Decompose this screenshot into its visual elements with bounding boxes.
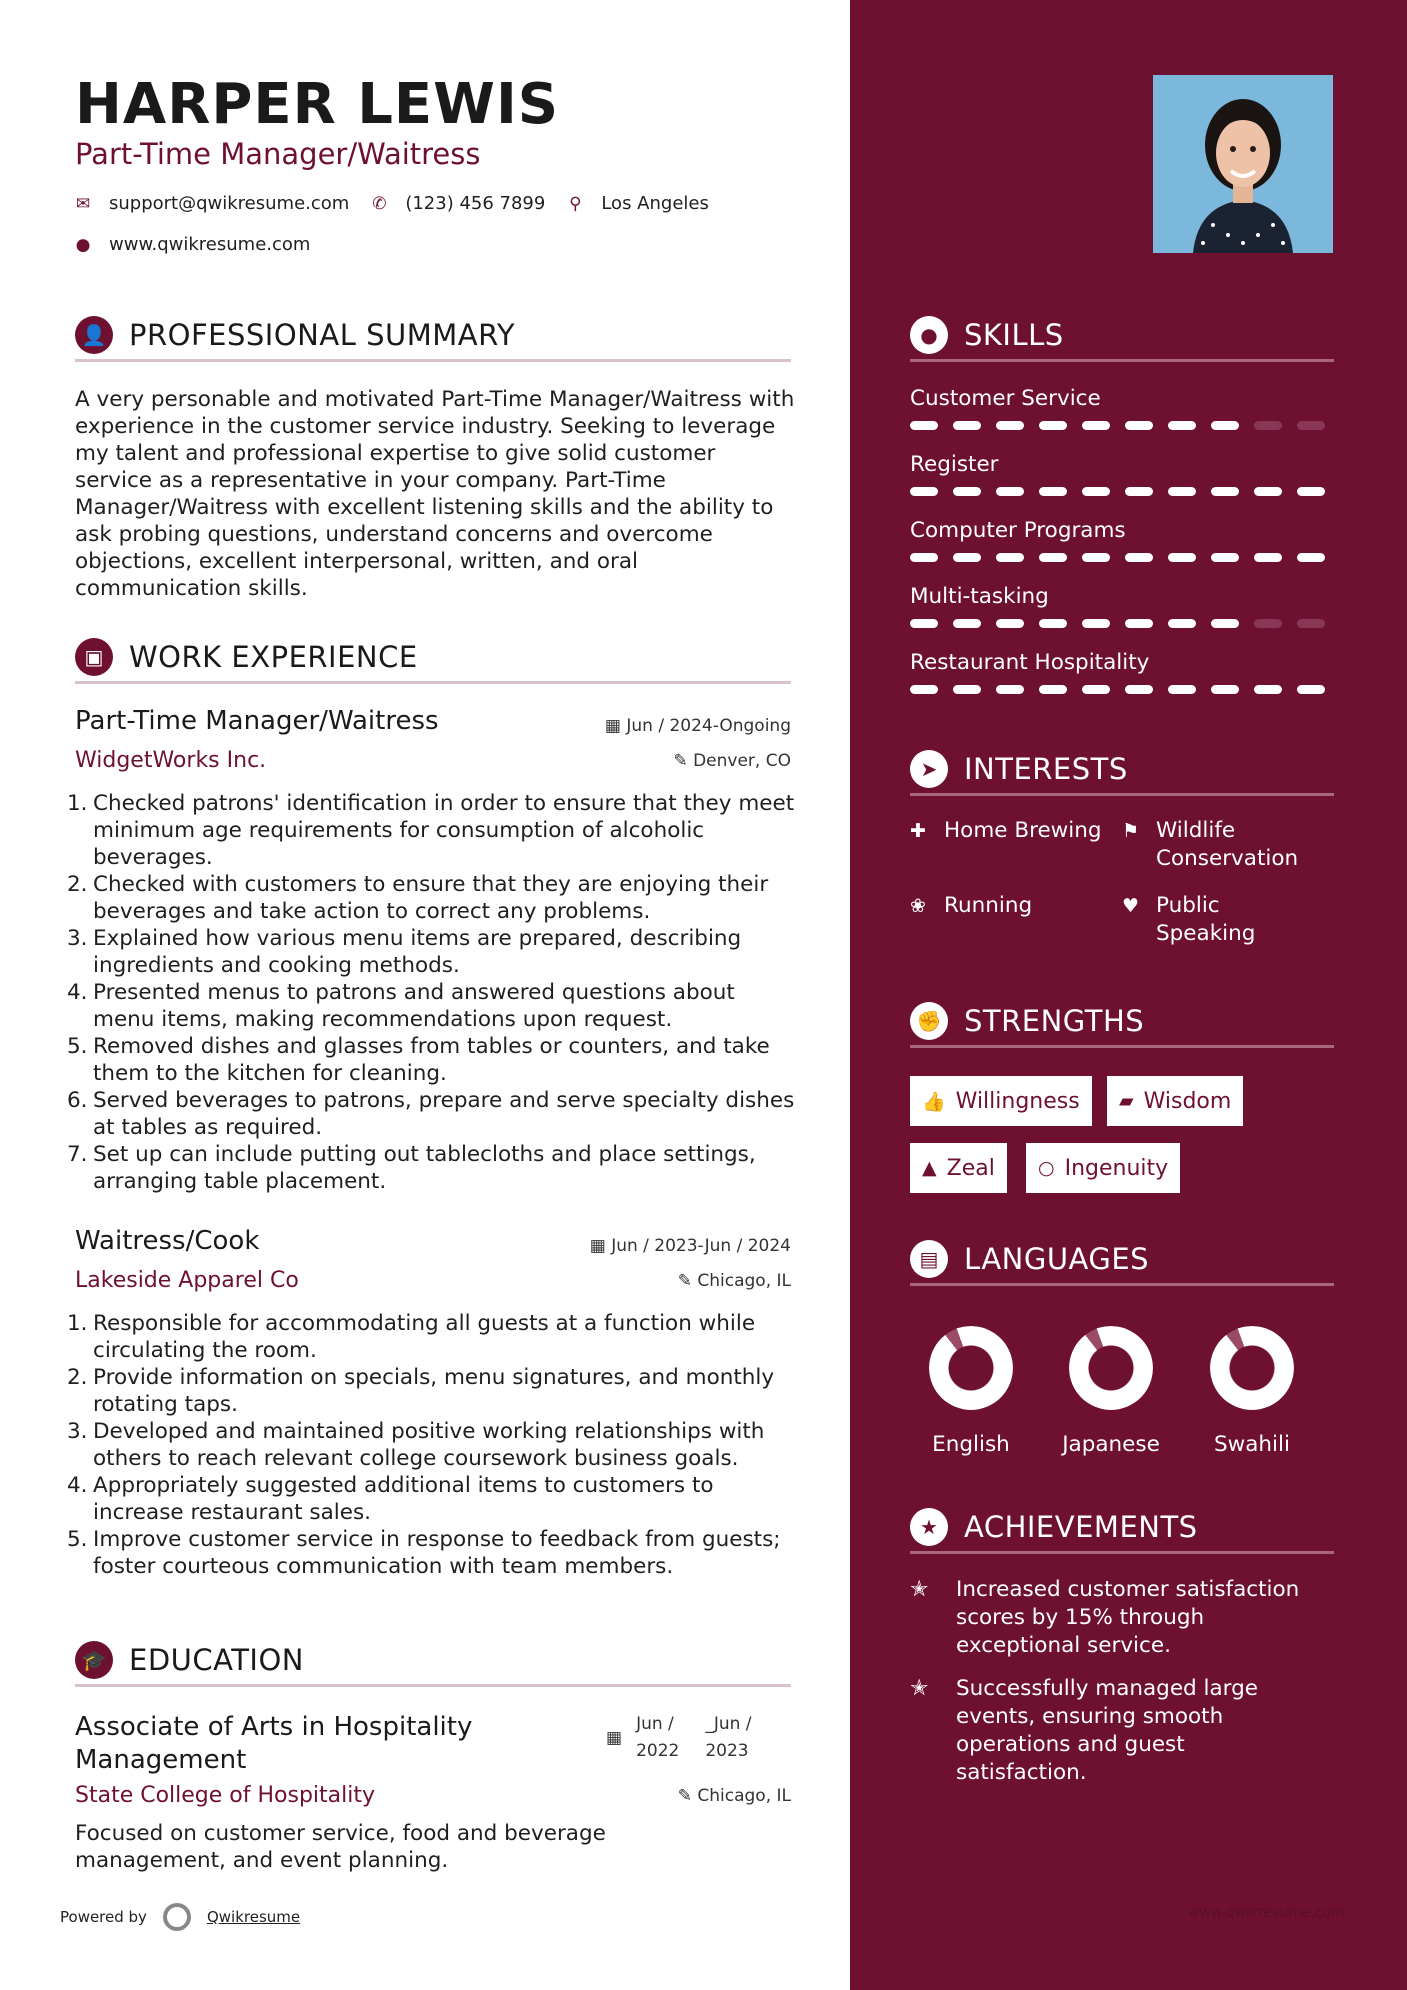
skill-dash xyxy=(1297,685,1325,694)
skill-item: Multi-tasking xyxy=(910,584,1334,628)
skill-dash xyxy=(1168,685,1196,694)
education-heading xyxy=(75,1635,791,1687)
phone-icon: ✆ xyxy=(372,193,387,214)
achievement-item: ✭ Increased customer satisfaction scores by 15% through exceptional service. xyxy=(910,1577,1300,1658)
summary-heading xyxy=(75,310,791,362)
lightbulb-icon: ○ xyxy=(1038,1157,1055,1179)
education-description: Focused on customer service, food and beverage management, and event planning. xyxy=(75,1821,606,1873)
skills-heading-label: SKILLS xyxy=(964,317,1064,352)
phone-text: (123) 456 7899 xyxy=(405,193,546,214)
location-text: Los Angeles xyxy=(601,193,709,214)
candidate-name: HARPER LEWIS xyxy=(75,72,560,137)
list-item: 6. Served beverages to patrons, prepare and serve specialty dishes at tables as required. xyxy=(67,1088,795,1140)
skill-rating xyxy=(910,619,1334,628)
skill-item: Register xyxy=(910,452,1334,496)
job-1-bullets xyxy=(67,790,802,1195)
education-heading-label: EDUCATION xyxy=(129,1642,305,1677)
skill-dash xyxy=(1039,685,1067,694)
job-2-location-text: Chicago, IL xyxy=(697,1271,791,1291)
thumbs-up-icon: 👍 xyxy=(922,1090,946,1113)
job-1-location xyxy=(673,751,791,771)
interest-item: ♥ Public Speaking xyxy=(1122,893,1256,946)
list-item: 1. Checked patrons' identification in order to ensure that they meet minimum age requirements for consumption of alcoholic beverages. xyxy=(67,791,795,870)
skill-dash xyxy=(1211,421,1239,430)
qwikresume-logo-icon xyxy=(163,1903,191,1931)
strengths-heading xyxy=(910,996,1334,1048)
flag-icon: ⚑ xyxy=(1122,820,1140,842)
language-proficiency-ring xyxy=(1069,1326,1153,1410)
calendar-icon: ▦ xyxy=(604,716,627,736)
puzzle-icon: ✚ xyxy=(910,820,926,842)
skill-dash xyxy=(1039,553,1067,562)
skill-dash xyxy=(1211,685,1239,694)
skill-item: Customer Service xyxy=(910,386,1334,430)
calendar-icon: ▦ xyxy=(589,1236,612,1256)
skill-dash xyxy=(953,685,981,694)
powered-by-label: Powered by xyxy=(60,1908,147,1926)
job-1-date xyxy=(605,716,791,736)
job-1-date-text: Jun / 2024-Ongoing xyxy=(626,716,791,736)
job-1-company: WidgetWorks Inc. xyxy=(75,748,267,773)
skill-dash xyxy=(953,619,981,628)
skill-dash xyxy=(953,553,981,562)
skill-dash xyxy=(1297,553,1325,562)
summary-heading-label: PROFESSIONAL SUMMARY xyxy=(129,317,516,352)
skill-dash xyxy=(910,487,938,496)
experience-heading-label: WORK EXPERIENCE xyxy=(129,639,418,674)
language-proficiency-ring xyxy=(1210,1326,1294,1410)
profile-photo-image xyxy=(1153,75,1333,253)
language-item: English xyxy=(906,1326,1036,1457)
skill-dash xyxy=(953,487,981,496)
education-date: ▦ Jun / 2022 _Jun / 2023 xyxy=(606,1711,752,1765)
graduate-icon: 🎓 xyxy=(75,1641,113,1679)
email-text[interactable]: support@qwikresume.com xyxy=(109,193,350,214)
experience-heading xyxy=(75,632,791,684)
skill-dash xyxy=(1039,421,1067,430)
education-school: State College of Hospitality xyxy=(75,1783,376,1808)
lightbulb-icon: ● xyxy=(910,316,948,354)
map-pin-icon: ⚲ xyxy=(569,193,582,214)
skill-dash xyxy=(1125,553,1153,562)
language-item: Japanese xyxy=(1046,1326,1176,1457)
job-2-location xyxy=(678,1271,791,1291)
book-icon: ▰ xyxy=(1119,1090,1134,1112)
skill-dash xyxy=(1125,487,1153,496)
chair-icon: ▣ xyxy=(75,638,113,676)
star-icon: ✭ xyxy=(910,1676,929,1701)
education-degree: Associate of Arts in Hospitality Management xyxy=(75,1712,473,1775)
list-item: 1. Responsible for accommodating all guests at a function while circulating the room. xyxy=(67,1311,756,1363)
profile-photo xyxy=(1153,75,1333,253)
job-1-title: Part-Time Manager/Waitress xyxy=(75,706,439,736)
list-item: 3. Explained how various menu items are prepared, describing ingredients and cooking methods. xyxy=(67,926,742,978)
skill-dash xyxy=(1168,619,1196,628)
achievement-item: ✭ Successfully managed large events, ensuring smooth operations and guest satisfaction. xyxy=(910,1676,1259,1785)
skill-dash xyxy=(910,421,938,430)
skill-dash xyxy=(1254,487,1282,496)
user-icon: 👤 xyxy=(75,316,113,354)
skills-heading xyxy=(910,310,1334,362)
skill-rating xyxy=(910,553,1334,562)
pin-icon: ✎ xyxy=(673,751,694,771)
skill-rating xyxy=(910,487,1334,496)
achievements-heading xyxy=(910,1502,1334,1554)
language-item: Swahili xyxy=(1187,1326,1317,1457)
interests-heading xyxy=(910,744,1334,796)
job-2-date xyxy=(590,1236,791,1256)
strength-chip: ▰ Wisdom xyxy=(1107,1076,1243,1126)
fist-icon: ✊ xyxy=(910,1002,948,1040)
job-1-location-text: Denver, CO xyxy=(693,751,791,771)
skill-dash xyxy=(1297,487,1325,496)
candidate-title: Part-Time Manager/Waitress xyxy=(75,137,481,171)
paw-icon: ❀ xyxy=(910,895,926,917)
summary-text: A very personable and motivated Part-Time Manager/Waitress with experience in the customer service industry. Seeking to leverage my talent and professional expertise to give solid customer service as a representative in your company. Part-Time Manager/Waitress with excellent listening skills and the ability to ask probing questions, understand concerns and overcome objections, excellent interpersonal, written, and oral communication skills. xyxy=(75,387,795,601)
list-item: 4. Appropriately suggested additional items to customers to increase restaurant sales. xyxy=(67,1473,714,1525)
skill-dash xyxy=(1297,619,1325,628)
skill-dash xyxy=(996,619,1024,628)
globe-icon: ● xyxy=(75,234,91,255)
list-item: 7. Set up can include putting out tablecloths and place settings, arranging table placement. xyxy=(67,1142,756,1194)
skill-dash xyxy=(1125,619,1153,628)
languages-heading xyxy=(910,1234,1334,1286)
website-row xyxy=(75,234,332,255)
list-item: 5. Removed dishes and glasses from tables or counters, and take them to the kitchen for cleaning. xyxy=(67,1034,770,1086)
skill-dash xyxy=(996,421,1024,430)
pin-icon: ✎ xyxy=(677,1271,698,1291)
skill-dash xyxy=(1039,619,1067,628)
skill-dash xyxy=(1039,487,1067,496)
list-item: 4. Presented menus to patrons and answered questions about menu items, making recommendations upon request. xyxy=(67,980,735,1032)
skill-item: Restaurant Hospitality xyxy=(910,650,1334,694)
skill-dash xyxy=(1082,553,1110,562)
skill-rating xyxy=(910,685,1334,694)
list-item: 3. Developed and maintained positive working relationships with others to reach relevant college coursework business goals. xyxy=(67,1419,765,1471)
interest-item: ✚ Home Brewing xyxy=(910,818,1102,843)
strengths-heading-label: STRENGTHS xyxy=(964,1003,1145,1038)
skill-dash xyxy=(1254,685,1282,694)
skill-dash xyxy=(1125,421,1153,430)
skill-dash xyxy=(996,487,1024,496)
job-2-date-text: Jun / 2023-Jun / 2024 xyxy=(611,1236,791,1256)
skill-item: Computer Programs xyxy=(910,518,1334,562)
achievements-heading-label: ACHIEVEMENTS xyxy=(964,1509,1198,1544)
skill-dash xyxy=(1125,685,1153,694)
skill-dash xyxy=(1211,619,1239,628)
job-2-company: Lakeside Apparel Co xyxy=(75,1268,299,1293)
interest-item: ❀ Running xyxy=(910,893,1033,918)
skill-dash xyxy=(910,685,938,694)
skill-dash xyxy=(910,553,938,562)
languages-heading-label: LANGUAGES xyxy=(964,1241,1150,1276)
language-icon: ▤ xyxy=(910,1240,948,1278)
contact-row xyxy=(75,193,731,214)
skill-dash xyxy=(1254,421,1282,430)
interests-heading-label: INTERESTS xyxy=(964,751,1128,786)
skill-dash xyxy=(996,553,1024,562)
list-item: 2. Provide information on specials, menu signatures, and monthly rotating taps. xyxy=(67,1365,775,1417)
skill-dash xyxy=(1297,421,1325,430)
calendar-icon: ▦ xyxy=(606,1728,623,1748)
education-location: ✎ Chicago, IL xyxy=(677,1786,791,1806)
star-icon: ✭ xyxy=(910,1577,929,1602)
heartbeat-icon: ♥ xyxy=(1122,895,1140,917)
skill-dash xyxy=(1254,553,1282,562)
skill-dash xyxy=(1254,619,1282,628)
interest-item: ⚑ Wildlife Conservation xyxy=(1122,818,1299,871)
skill-dash xyxy=(1211,487,1239,496)
skill-dash xyxy=(1168,487,1196,496)
job-2-title: Waitress/Cook xyxy=(75,1226,260,1256)
paper-plane-icon: ➤ xyxy=(910,750,948,788)
job-2-bullets xyxy=(67,1310,802,1580)
skill-dash xyxy=(953,421,981,430)
fire-icon: ▲ xyxy=(922,1157,937,1179)
list-item: 5. Improve customer service in response to feedback from guests; foster courteous communication with team members. xyxy=(67,1527,781,1579)
skill-dash xyxy=(1082,619,1110,628)
envelope-icon: ✉ xyxy=(75,193,91,214)
star-badge-icon: ★ xyxy=(910,1508,948,1546)
footer-watermark: www.qwikresume.com xyxy=(1188,1905,1345,1921)
qwikresume-link[interactable]: Qwikresume xyxy=(206,1908,301,1926)
list-item: 2. Checked with customers to ensure that they are enjoying their beverages and take action to correct any problems. xyxy=(67,872,769,924)
pin-icon: ✎ xyxy=(677,1786,698,1806)
skill-dash xyxy=(1082,487,1110,496)
powered-by xyxy=(60,1903,300,1931)
skill-dash xyxy=(996,685,1024,694)
website-text[interactable]: www.qwikresume.com xyxy=(109,234,311,255)
strength-chip: ▲ Zeal xyxy=(910,1143,1007,1193)
skill-dash xyxy=(1168,553,1196,562)
language-proficiency-ring xyxy=(929,1326,1013,1410)
skill-rating xyxy=(910,421,1334,430)
skill-dash xyxy=(1168,421,1196,430)
skill-dash xyxy=(1211,553,1239,562)
strength-chip: ○ Ingenuity xyxy=(1026,1143,1180,1193)
skill-dash xyxy=(1082,685,1110,694)
skill-dash xyxy=(1082,421,1110,430)
strength-chip: 👍 Willingness xyxy=(910,1076,1092,1126)
skill-dash xyxy=(910,619,938,628)
